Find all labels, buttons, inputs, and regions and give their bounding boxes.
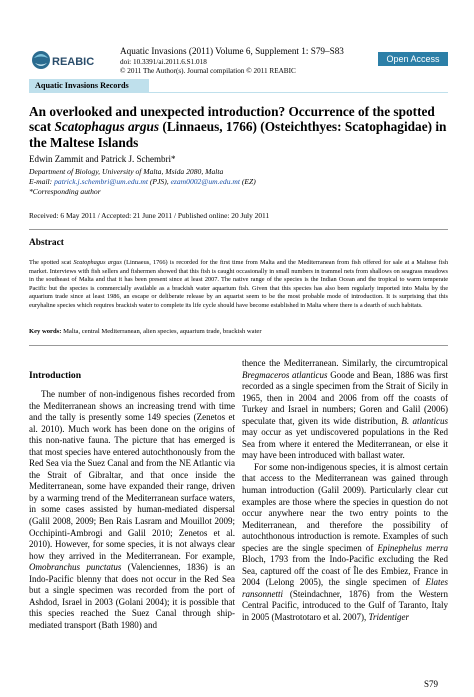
page-number: S79 — [424, 679, 439, 689]
doi[interactable]: doi: 10.3391/ai.2011.6.S1.018 — [120, 58, 207, 66]
affiliation-block — [29, 167, 449, 197]
article-title: An overlooked and unexpected introduction? Occurrence of the spotted scat Scatophagus argus (Linnaeus, 1766) (Osteichthyes: Scatophagidae) in the Maltese Islands — [29, 104, 447, 150]
authors: Edwin Zammit and Patrick J. Schembri* — [29, 154, 176, 164]
section-divider — [29, 92, 448, 93]
logo-text: REABIC — [52, 56, 95, 68]
journal-citation: Aquatic Invasions (2011) Volume 6, Supplement 1: S79–S83 — [120, 46, 344, 56]
reabic-logo — [30, 44, 100, 76]
email-link-pjs[interactable]: patrick.j.schembri@um.edu.mt — [54, 177, 148, 186]
introduction-heading: Introduction — [29, 370, 82, 381]
column-left — [29, 389, 235, 631]
paragraph: thence the Mediterranean. Similarly, the circumtropical Bregmaceros atlanticus Goode and Bean, 1886 was first recorded as a single specimen from the Strait of Sicily in 1965, then in 2004 and 2006 from off the coasts of Turkey and Israel in numbers; Goren and Galil (2006) speculate that, given its wide distribution, B. atlanticus may occur as yet undiscovered populations in the Red Sea from where it entered the Mediterranean, or else it may have been introduced with ballast water. — [242, 358, 448, 461]
column-right — [242, 358, 448, 624]
affiliation: Department of Biology, University of Malta, Msida 2080, Malta — [29, 167, 224, 176]
corresponding-note: *Corresponding author — [29, 187, 101, 196]
email-line: E-mail: patrick.j.schembri@um.edu.mt (PJS), ezam0002@um.edu.mt (EZ) — [29, 177, 256, 186]
abstract-heading: Abstract — [29, 238, 64, 248]
keywords: Key words: Malta, central Mediterranean, alien species, aquarium trade, brackish water — [29, 328, 262, 335]
divider-bottom — [29, 345, 448, 346]
abstract-text: The spotted scat Scatophagus argus (Linnaeus, 1766) is recorded for the first time from Malta and the Mediterranean from fish offered for sale at a Maltese fish market. Interviews with fish sellers and fishermen showed that this fish is caught occasionally in small numbers in trammel nets from shallows on seagrass meadows in the southeast of Malta and that it has been present since at least 2007. The native range of the species is the Indian Ocean and the tropical to warm temperate Pacific but the species is commercially available as a brackish water aquarium fish. Given that this species has also been regularly imported into Malta by the aquarium trade since at least 1986, an escape or deliberate release by an aquarist seem to be the most probable mode of introduction. It is surprising that this euryhaline species which requires brackish water to complete its life cycle should have become established in Malta where there is a dearth of such habitats. — [29, 259, 448, 309]
open-access-badge: Open Access — [378, 52, 448, 66]
paragraph: The number of non-indigenous fishes recorded from the Mediterranean shows an increasing trend with time and the tally is presently some 149 species (Zenetos et al. 2010). Much work has been done on the origins of this non-native fauna. The picture that has emerged is that most species have entered autochthonously from the Red Sea via the Suez Canal and from the NE Atlantic via the Strait of Gibraltar, and that once inside the Mediterranean, some have expanded their range, driven by a warming trend of the Mediterranean surface waters, in some cases assisted by human-mediated dispersal (Galil 2008, 2009; Ben Rais Lasram and Mouillot 2009; Occhipinti-Ambrogi and Galil 2010; Zenetos et al. 2010). However, for some species, it is not always clear how they arrived in the Mediterranean. For example, Omobranchus punctatus (Valenciennes, 1836) is an Indo-Pacific blenny that does not occur in the Red Sea but a single specimen was recorded from the port of Ashdod, Israel in 2003 (Golani 2004); it is possible that this species reached the Suez Canal through ship-mediated transport (Bath 1980) and — [29, 389, 235, 630]
section-tab: Aquatic Invasions Records — [29, 79, 149, 92]
divider-top — [29, 229, 448, 230]
paragraph: For some non-indigenous species, it is almost certain that access to the Mediterranean was gained through human introduction (Galil 2009). Particularly clear cut examples are those where the species in question do not occur anywhere near the two entry points to the Mediterranean, and therefore the possibility of autochthonous introduction is remote. Examples of such species are the single specimen of Epinephelus merra Bloch, 1793 from the Indo-Pacific excluding the Red Sea, captured off the coast of Île des Embiez, France in 2004 (Lelong 2005), the single specimen of Elates ransonnetti (Steindachner, 1876) from the Western Central Pacific, introduced to the Gulf of Taranto, Italy in 2005 (Mastrototaro et al. 2007), Tridentiger — [242, 461, 448, 623]
dates-line: Received: 6 May 2011 / Accepted: 21 June 2011 / Published online: 20 July 2011 — [29, 211, 270, 220]
email-link-ez[interactable]: ezam0002@um.edu.mt — [170, 177, 240, 186]
copyright: © 2011 The Author(s). Journal compilation © 2011 REABIC — [120, 67, 296, 75]
